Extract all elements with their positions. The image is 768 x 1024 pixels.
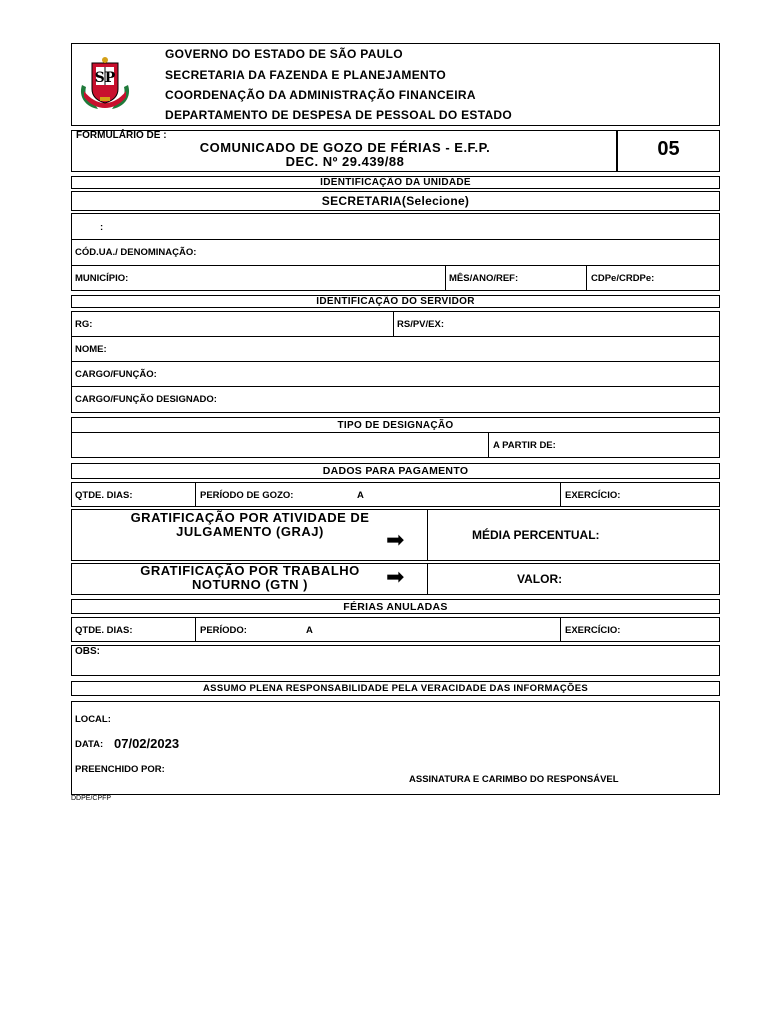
graj-label: [110, 511, 390, 539]
periodo-gozo-field[interactable]: PERÍODO DE GOZO:: [200, 490, 294, 501]
unidade-colon-field[interactable]: :: [100, 222, 104, 233]
section-ferias-anuladas: FÉRIAS ANULADAS: [71, 599, 720, 614]
a-partir-de-field[interactable]: A PARTIR DE:: [493, 440, 556, 451]
gtn-label: [110, 564, 390, 592]
graj-arrow-icon: ➡: [386, 527, 405, 552]
anuladas-exercicio-field[interactable]: EXERCÍCIO:: [565, 625, 621, 636]
anuladas-periodo-a: A: [306, 625, 313, 636]
graj-line-1: GRATIFICAÇÃO POR ATIVIDADE DE: [130, 510, 370, 525]
sp-coat-of-arms-logo: [76, 55, 134, 113]
periodo-gozo-a: A: [357, 490, 364, 501]
section-identificacao-unidade: IDENTIFICAÇÃO DA UNIDADE: [71, 176, 720, 189]
logo-letters: SP: [94, 70, 116, 86]
designacao-fields-box: [71, 432, 720, 458]
header-line-4: DEPARTAMENTO DE DESPESA DE PESSOAL DO ESTADO: [165, 108, 513, 122]
obs-label: OBS:: [75, 646, 100, 657]
section-tipo-designacao: TIPO DE DESIGNAÇÃO: [71, 417, 720, 433]
cdpe-field[interactable]: CDPe/CRDPe:: [591, 273, 655, 284]
rs-pv-ex-field[interactable]: RS/PV/EX:: [397, 319, 444, 330]
gtn-arrow-icon: ➡: [386, 564, 405, 589]
graj-line-2: JULGAMENTO (GRAJ): [176, 524, 324, 539]
exercicio-field[interactable]: EXERCÍCIO:: [565, 490, 621, 501]
pagamento-fields-box: [71, 482, 720, 507]
form-title-line-1: COMUNICADO DE GOZO DE FÉRIAS - E.F.P.: [199, 140, 491, 155]
municipio-field[interactable]: MUNICÍPIO:: [75, 273, 129, 284]
header-line-1: GOVERNO DO ESTADO DE SÃO PAULO: [165, 47, 403, 61]
cod-ua-field[interactable]: CÓD.UA./ DENOMINAÇÃO:: [75, 247, 197, 258]
section-dados-pagamento: DADOS PARA PAGAMENTO: [71, 463, 720, 479]
local-field[interactable]: LOCAL:: [75, 714, 111, 725]
preenchido-por-field[interactable]: PREENCHIDO POR:: [75, 764, 165, 775]
anuladas-fields-box: [71, 617, 720, 642]
header-line-3: COORDENAÇÃO DA ADMINISTRAÇÃO FINANCEIRA: [165, 88, 476, 102]
form-label: FORMULÁRIO DE :: [76, 130, 167, 141]
section-identificacao-servidor: IDENTIFICAÇÃO DO SERVIDOR: [71, 295, 720, 308]
rg-field[interactable]: RG:: [75, 319, 93, 330]
form-title-line-2: DEC. Nº 29.439/88: [285, 154, 405, 169]
header-line-2: SECRETARIA DA FAZENDA E PLANEJAMENTO: [165, 68, 447, 82]
anuladas-periodo-field[interactable]: PERÍODO:: [200, 625, 247, 636]
nome-field[interactable]: NOME:: [75, 344, 107, 355]
form-title: [130, 141, 560, 169]
data-value[interactable]: 07/02/2023: [114, 736, 180, 751]
assinatura-carimbo-label: ASSINATURA E CARIMBO DO RESPONSÁVEL: [409, 774, 619, 785]
gtn-line-2: NOTURNO (GTN ): [191, 577, 309, 592]
secretaria-select[interactable]: SECRETARIA(Selecione): [71, 191, 720, 211]
anuladas-qtde-dias-field[interactable]: QTDE. DIAS:: [75, 625, 133, 636]
qtde-dias-field[interactable]: QTDE. DIAS:: [75, 490, 133, 501]
cargo-designado-field[interactable]: CARGO/FUNÇÃO DESIGNADO:: [75, 394, 217, 405]
obs-box[interactable]: [71, 645, 720, 676]
gtn-line-1: GRATIFICAÇÃO POR TRABALHO: [140, 563, 360, 578]
data-label: DATA:: [75, 739, 104, 750]
footer-code: DDPE/CPFP: [71, 795, 112, 802]
responsabilidade-statement: ASSUMO PLENA RESPONSABILIDADE PELA VERACIDADE DAS INFORMAÇÕES: [71, 681, 720, 696]
valor-field[interactable]: VALOR:: [517, 572, 563, 586]
cargo-funcao-field[interactable]: CARGO/FUNÇÃO:: [75, 369, 157, 380]
media-percentual-field[interactable]: MÉDIA PERCENTUAL:: [472, 528, 600, 542]
form-number: 05: [657, 138, 680, 160]
mes-ano-ref-field[interactable]: MÊS/ANO/REF:: [449, 273, 519, 284]
